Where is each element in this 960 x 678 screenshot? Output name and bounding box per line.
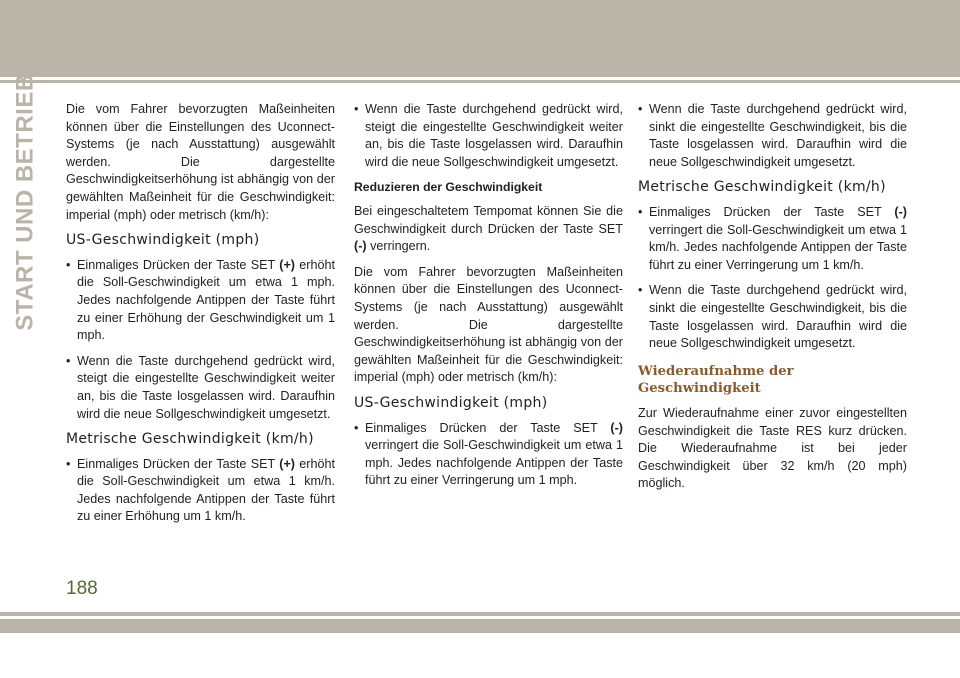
bullet-mark: • [354, 102, 359, 116]
list-item-text: Einmaliges Drücken der Taste SET [649, 204, 895, 219]
list-item [638, 282, 907, 352]
bullet-mark: • [66, 456, 71, 471]
heading-metric-speed: Metrische Geschwindigkeit (km/h) [66, 431, 314, 448]
units-intro-paragraph: Die vom Fahrer bevorzugten Maßeinheiten können über die Einstellungen des Uconnect-Systems (je nach Ausstattung) ausgewählt werden. Die dargestellte Geschwindigkeitserhöhung ist abhängig von der gewählten Maßeinheit für die Geschwindigkeit: imperial (mph) oder metrisch (km/h): [354, 264, 623, 385]
list-item-text: Wenn die Taste durchgehend gedrückt wird, sinkt die eingestellte Geschwindigkeit, bis die Taste losgelassen wird. Daraufhin wird die neue Sollgeschwindigkeit umgesetzt. [649, 102, 907, 169]
list-item [354, 420, 623, 490]
list-item [66, 257, 335, 345]
list-item-text: Wenn die Taste durchgehend gedrückt wird, steigt die eingestellte Geschwindigkeit weiter an, bis die Taste losgelassen wird. Daraufhin wird die neue Sollgeschwindigkeit umgesetzt. [365, 102, 623, 169]
list-item-text: erhöht die Soll-Geschwindigkeit um etwa 1 km/h. Jedes nachfolgende Antippen der Taste führt zu einer Erhöhung um 1 km/h. [77, 456, 335, 524]
side-title-text: START UND BETRIEB [12, 72, 40, 331]
list-item-text: verringert die Soll-Geschwindigkeit um etwa 1 mph. Jedes nachfolgende Antippen der Taste führt zu einer Verringerung um 1 mph. [365, 438, 623, 488]
bullet-mark: • [66, 353, 71, 368]
list-item [354, 101, 623, 171]
heading-us-speed: US-Geschwindigkeit (mph) [354, 394, 548, 411]
list-item-text: Einmaliges Drücken der Taste SET [365, 420, 611, 435]
footer-band [0, 619, 960, 633]
list-item-text: Wenn die Taste durchgehend gedrückt wird, sinkt die eingestellte Geschwindigkeit, bis die Taste losgelassen wird. Daraufhin wird die neue Sollgeschwindigkeit umgesetzt. [649, 283, 907, 351]
paragraph-text: verringern. [366, 239, 431, 254]
text-column-2 [354, 101, 623, 498]
bullet-mark: • [66, 257, 71, 272]
key-plus-label: (+) [279, 257, 295, 272]
header-band [0, 0, 960, 77]
units-intro-paragraph: Die vom Fahrer bevorzugten Maßeinheiten können über die Einstellungen des Uconnect-Systems (je nach Ausstattung) ausgewählt werden. Die dargestellte Geschwindigkeitserhöhung ist abhängig von der gewählten Maßeinheit für die Geschwindigkeit: imperial (mph) oder metrisch (km/h): [66, 102, 335, 222]
bullet-mark: • [638, 102, 643, 116]
key-minus-label: (-) [354, 239, 367, 254]
text-column-3 [638, 101, 907, 501]
list-item-text: Einmaliges Drücken der Taste SET [77, 456, 280, 471]
section-side-title [6, 72, 46, 331]
footer-rule [0, 612, 960, 616]
resume-paragraph: Zur Wiederaufnahme einer zuvor eingestellten Geschwindigkeit die Taste RES kurz drücken. Die Wiederaufnahme ist bei jeder Geschwindigkeit über 32 km/h (20 mph) möglich. [638, 405, 907, 491]
heading-reduce-speed: Reduzieren der Geschwindigkeit [354, 180, 543, 195]
paragraph-text: Bei eingeschaltetem Tempomat können Sie die Geschwindigkeit durch Drücken der Taste SET [354, 203, 623, 236]
list-item-text: verringert die Soll-Geschwindigkeit um etwa 1 km/h. Jedes nachfolgende Antippen der Taste führt zu einer Verringerung um 1 km/h. [649, 222, 907, 272]
key-minus-label: (-) [894, 204, 907, 219]
reduce-paragraph [354, 203, 623, 256]
bullet-mark: • [354, 420, 359, 435]
heading-metric-speed: Metrische Geschwindigkeit (km/h) [638, 179, 886, 196]
key-minus-label: (-) [610, 420, 623, 435]
bullet-mark: • [638, 283, 643, 298]
list-item [638, 204, 907, 274]
list-item-text: Einmaliges Drücken der Taste SET [77, 257, 280, 272]
heading-us-speed: US-Geschwindigkeit (mph) [66, 232, 260, 249]
text-column-1 [66, 101, 335, 534]
list-item [638, 101, 907, 171]
key-plus-label: (+) [279, 456, 295, 471]
page-number: 188 [66, 578, 98, 599]
list-item-text: erhöht die Soll-Geschwindigkeit um etwa 1 mph. Jedes nachfolgende Antippen der Taste führt zu einer Erhöhung der Geschwindigkeit um 1 mph. [77, 257, 335, 343]
header-rule [0, 80, 960, 83]
list-item [66, 456, 335, 526]
list-item-text: Wenn die Taste durchgehend gedrückt wird, steigt die eingestellte Geschwindigkeit weiter an, bis die Taste losgelassen wird. Daraufhin wird die neue Sollgeschwindigkeit umgesetzt. [77, 353, 335, 421]
bullet-mark: • [638, 204, 643, 219]
heading-resume-speed: Wiederaufnahme der Geschwindigkeit [638, 363, 794, 397]
list-item [66, 353, 335, 423]
